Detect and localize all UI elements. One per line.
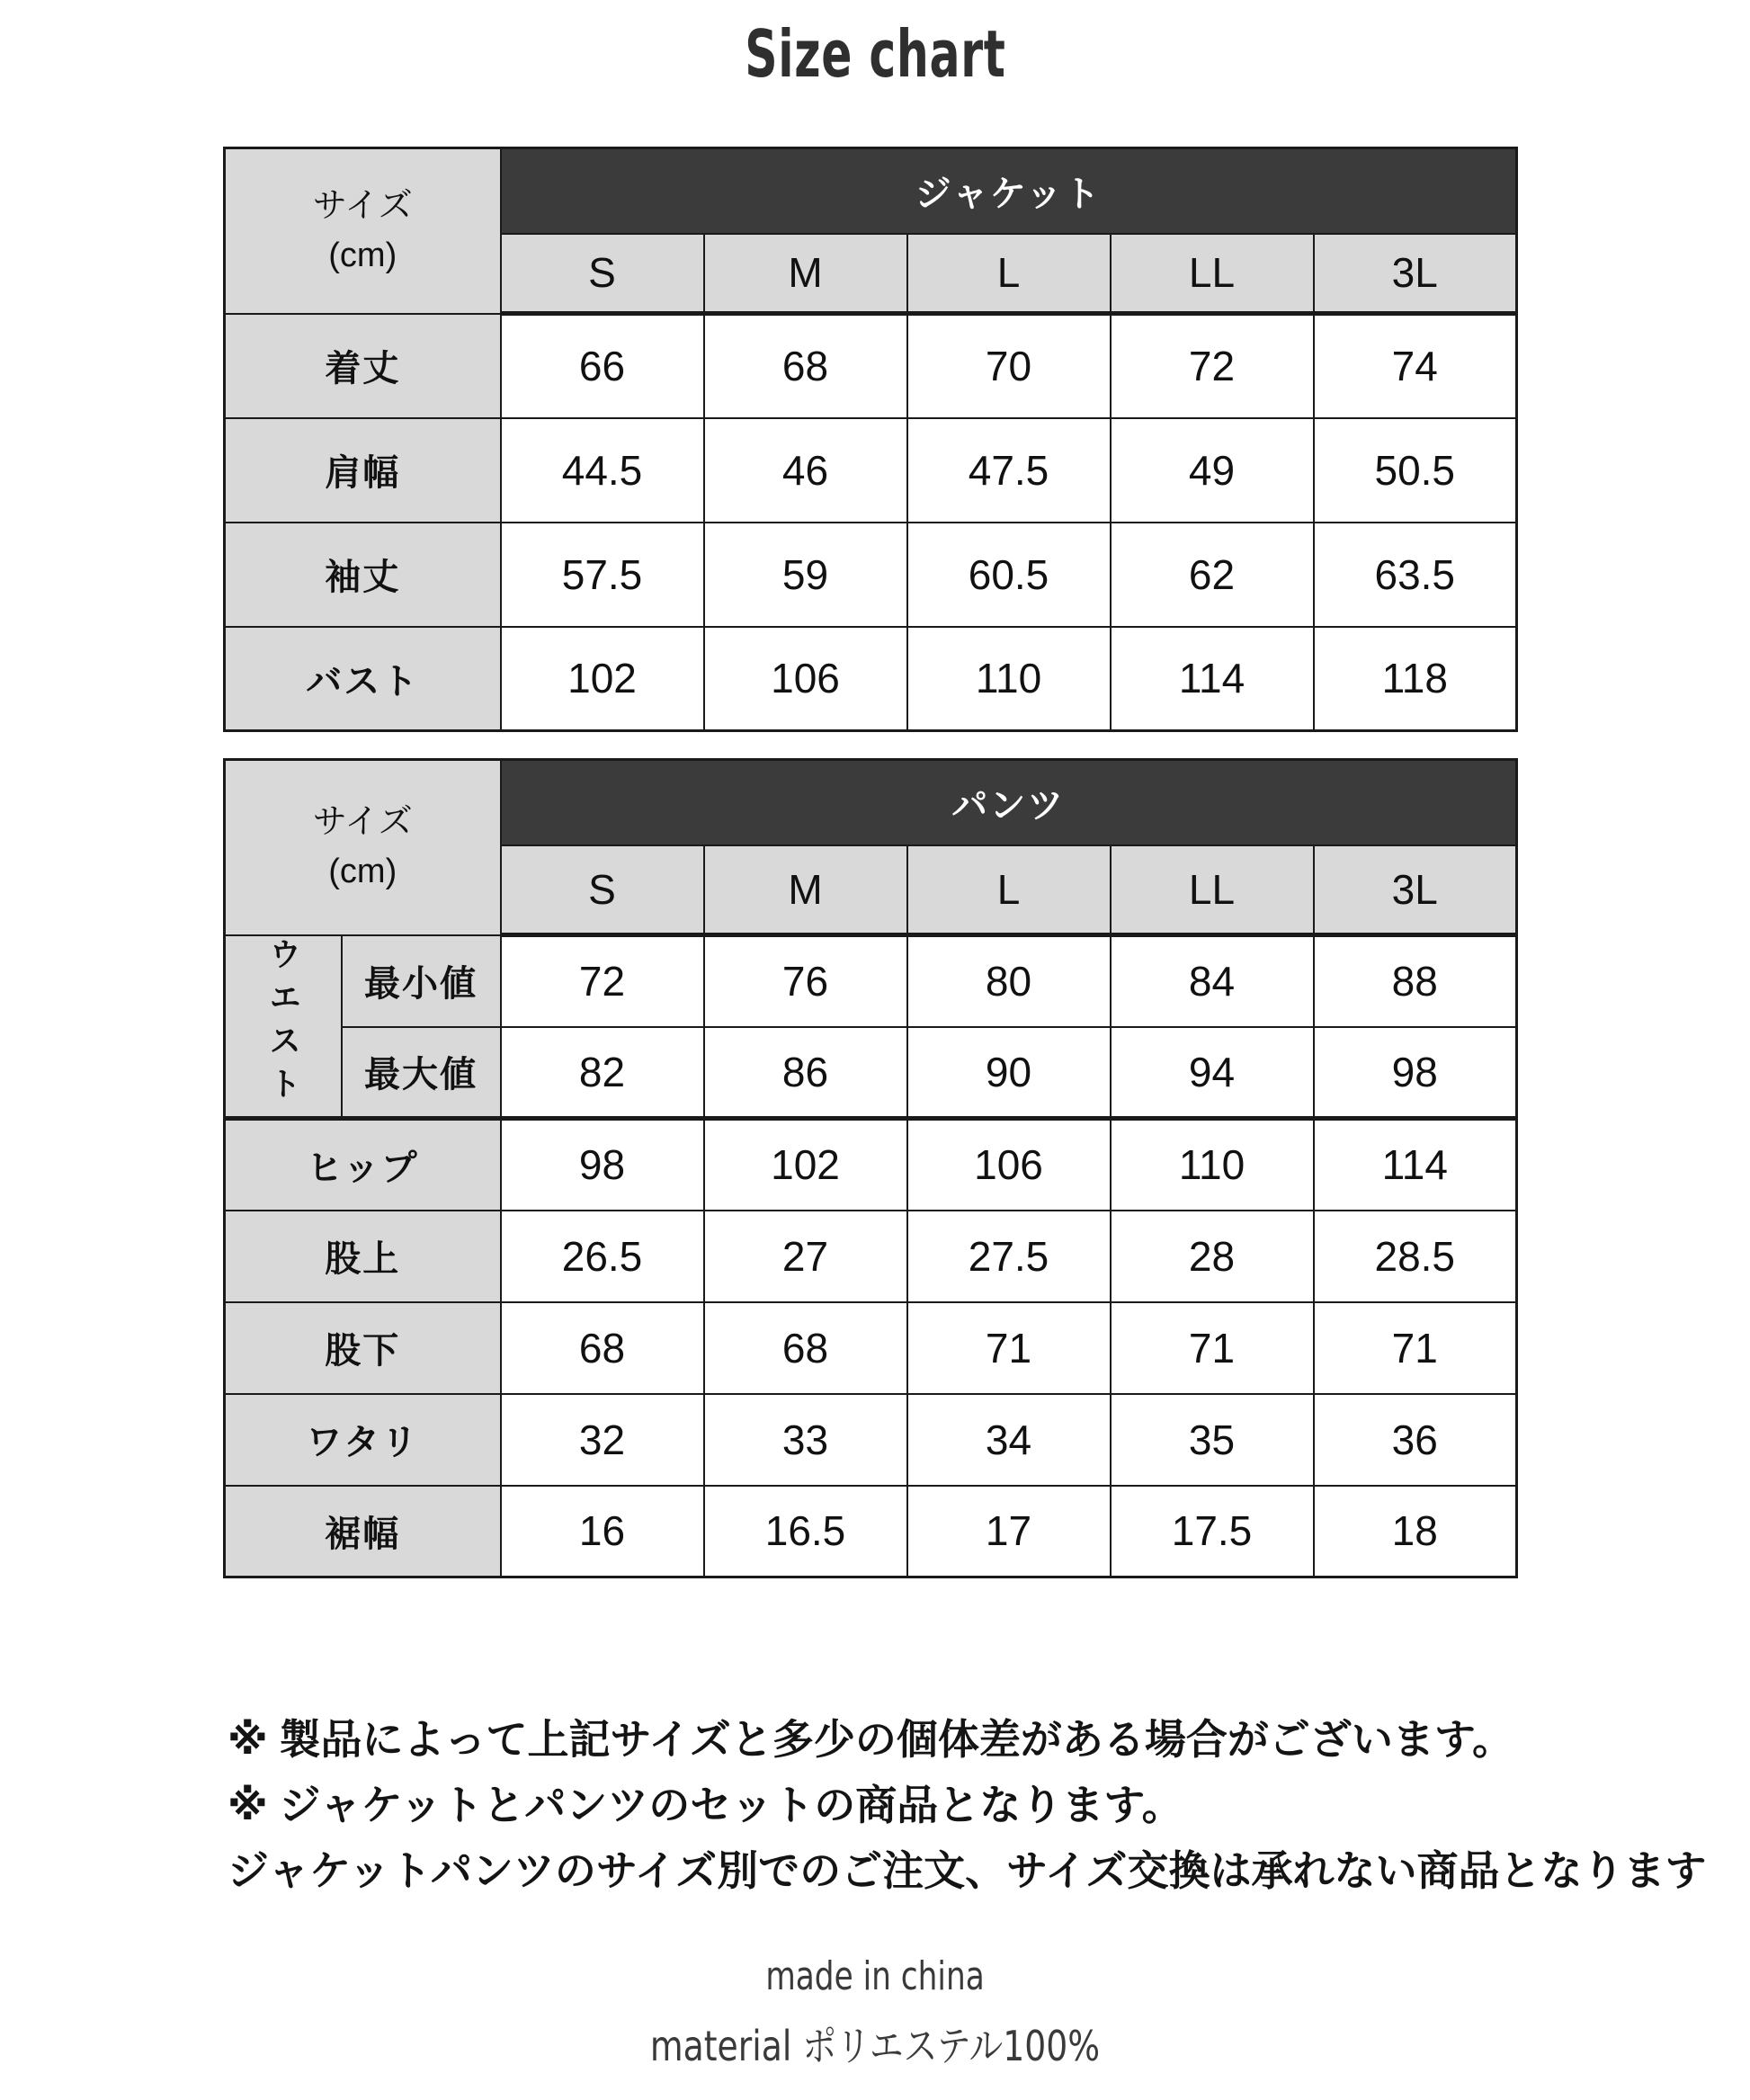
jacket-size-table bbox=[223, 147, 1518, 732]
pants-band-row bbox=[225, 760, 1517, 845]
value-cell: 88 bbox=[1314, 935, 1517, 1027]
value-cell: 68 bbox=[704, 314, 907, 418]
value-cell: 72 bbox=[501, 935, 704, 1027]
value-cell: 102 bbox=[704, 1119, 907, 1211]
size-header-cell: M bbox=[704, 845, 907, 935]
value-cell: 71 bbox=[907, 1302, 1111, 1394]
value-cell: 27.5 bbox=[907, 1211, 1111, 1302]
value-cell: 106 bbox=[907, 1119, 1111, 1211]
waist-sub-label-cell: 最小値 bbox=[342, 935, 501, 1027]
value-cell: 46 bbox=[704, 418, 907, 523]
jacket-row-bust bbox=[225, 627, 1517, 731]
corner-size-label: サイズ bbox=[312, 803, 413, 842]
size-header-cell: M bbox=[704, 234, 907, 314]
value-cell: 72 bbox=[1111, 314, 1314, 418]
value-cell: 94 bbox=[1111, 1027, 1314, 1119]
jacket-row-sleeve-length bbox=[225, 523, 1517, 627]
footer-block bbox=[0, 1953, 1750, 2073]
size-header-cell: 3L bbox=[1314, 845, 1517, 935]
value-cell: 90 bbox=[907, 1027, 1111, 1119]
value-cell: 27 bbox=[704, 1211, 907, 1302]
measure-label-cell: 肩幅 bbox=[225, 418, 501, 523]
page-title: Size chart bbox=[744, 16, 1006, 92]
value-cell: 47.5 bbox=[907, 418, 1111, 523]
value-cell: 98 bbox=[1314, 1027, 1517, 1119]
value-cell: 44.5 bbox=[501, 418, 704, 523]
value-cell: 110 bbox=[907, 627, 1111, 731]
jacket-corner-size-cm-cell bbox=[225, 148, 501, 314]
measure-label-cell: 着丈 bbox=[225, 314, 501, 418]
value-cell: 71 bbox=[1314, 1302, 1517, 1394]
note-line: ジャケットパンツのサイズ別でのご注文、サイズ交換は承れない商品となります bbox=[228, 1847, 1707, 1894]
measure-label-cell: 裾幅 bbox=[225, 1486, 501, 1577]
pants-row-inseam bbox=[225, 1302, 1517, 1394]
size-header-cell: L bbox=[907, 845, 1111, 935]
measure-label-cell: ヒップ bbox=[225, 1119, 501, 1211]
value-cell: 36 bbox=[1314, 1394, 1517, 1486]
value-cell: 80 bbox=[907, 935, 1111, 1027]
pants-row-waist-min bbox=[225, 935, 1517, 1027]
value-cell: 63.5 bbox=[1314, 523, 1517, 627]
value-cell: 71 bbox=[1111, 1302, 1314, 1394]
footer-made-in: made in china bbox=[765, 1953, 985, 1999]
pants-corner-size-cm-cell bbox=[225, 760, 501, 935]
measure-label-cell: 股下 bbox=[225, 1302, 501, 1394]
size-header-cell: S bbox=[501, 234, 704, 314]
measure-label-cell: ワタリ bbox=[225, 1394, 501, 1486]
value-cell: 18 bbox=[1314, 1486, 1517, 1577]
size-header-cell: LL bbox=[1111, 234, 1314, 314]
value-cell: 17 bbox=[907, 1486, 1111, 1577]
pants-size-table bbox=[223, 758, 1518, 1578]
measure-label-cell: 袖丈 bbox=[225, 523, 501, 627]
jacket-band-row bbox=[225, 148, 1517, 234]
waist-group-label: ウエスト bbox=[264, 937, 302, 1111]
value-cell: 102 bbox=[501, 627, 704, 731]
value-cell: 66 bbox=[501, 314, 704, 418]
footer-material: material ポリエステル100% bbox=[649, 2022, 1101, 2070]
corner-size-label: サイズ bbox=[312, 186, 413, 225]
value-cell: 57.5 bbox=[501, 523, 704, 627]
value-cell: 49 bbox=[1111, 418, 1314, 523]
pants-row-rise bbox=[225, 1211, 1517, 1302]
size-header-cell: LL bbox=[1111, 845, 1314, 935]
page-title-row bbox=[0, 16, 1750, 92]
jacket-row-shoulder-width bbox=[225, 418, 1517, 523]
value-cell: 98 bbox=[501, 1119, 704, 1211]
size-header-cell: 3L bbox=[1314, 234, 1517, 314]
measure-label-cell: 股上 bbox=[225, 1211, 501, 1302]
waist-sub-label-cell: 最大値 bbox=[342, 1027, 501, 1119]
measure-label-cell: バスト bbox=[225, 627, 501, 731]
value-cell: 26.5 bbox=[501, 1211, 704, 1302]
jacket-band-label: ジャケット bbox=[501, 148, 1517, 234]
value-cell: 62 bbox=[1111, 523, 1314, 627]
pants-row-hem-width bbox=[225, 1486, 1517, 1577]
note-line: ※ 製品によって上記サイズと多少の個体差がある場合がございます。 bbox=[228, 1716, 1514, 1763]
notes-block bbox=[228, 1707, 1707, 1904]
value-cell: 82 bbox=[501, 1027, 704, 1119]
value-cell: 106 bbox=[704, 627, 907, 731]
value-cell: 114 bbox=[1314, 1119, 1517, 1211]
value-cell: 50.5 bbox=[1314, 418, 1517, 523]
value-cell: 68 bbox=[704, 1302, 907, 1394]
corner-cm-label: (cm) bbox=[328, 236, 397, 274]
value-cell: 110 bbox=[1111, 1119, 1314, 1211]
value-cell: 59 bbox=[704, 523, 907, 627]
waist-group-cell bbox=[225, 935, 342, 1119]
pants-row-waist-max bbox=[225, 1027, 1517, 1119]
value-cell: 86 bbox=[704, 1027, 907, 1119]
value-cell: 60.5 bbox=[907, 523, 1111, 627]
size-header-cell: S bbox=[501, 845, 704, 935]
value-cell: 118 bbox=[1314, 627, 1517, 731]
value-cell: 32 bbox=[501, 1394, 704, 1486]
value-cell: 34 bbox=[907, 1394, 1111, 1486]
corner-cm-label: (cm) bbox=[328, 853, 397, 891]
value-cell: 70 bbox=[907, 314, 1111, 418]
jacket-row-body-length bbox=[225, 314, 1517, 418]
value-cell: 114 bbox=[1111, 627, 1314, 731]
value-cell: 35 bbox=[1111, 1394, 1314, 1486]
value-cell: 76 bbox=[704, 935, 907, 1027]
value-cell: 74 bbox=[1314, 314, 1517, 418]
value-cell: 28.5 bbox=[1314, 1211, 1517, 1302]
value-cell: 16.5 bbox=[704, 1486, 907, 1577]
pants-band-label: パンツ bbox=[501, 760, 1517, 845]
value-cell: 84 bbox=[1111, 935, 1314, 1027]
value-cell: 33 bbox=[704, 1394, 907, 1486]
value-cell: 17.5 bbox=[1111, 1486, 1314, 1577]
note-line: ※ ジャケットとパンツのセットの商品となります。 bbox=[228, 1782, 1183, 1828]
value-cell: 68 bbox=[501, 1302, 704, 1394]
pants-row-hip bbox=[225, 1119, 1517, 1211]
pants-row-thigh bbox=[225, 1394, 1517, 1486]
value-cell: 16 bbox=[501, 1486, 704, 1577]
value-cell: 28 bbox=[1111, 1211, 1314, 1302]
size-header-cell: L bbox=[907, 234, 1111, 314]
